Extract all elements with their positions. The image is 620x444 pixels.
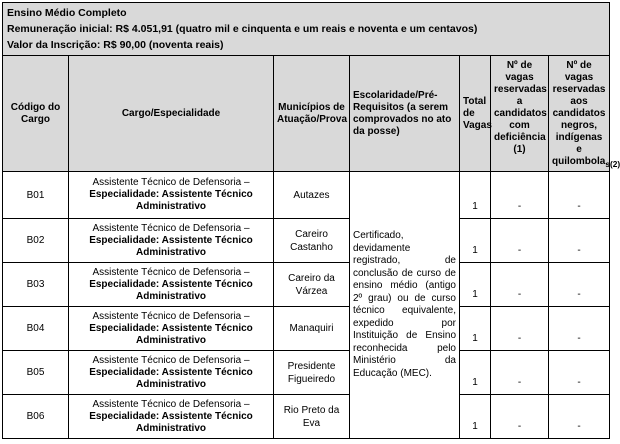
row-pcd: - xyxy=(491,172,549,219)
table-row xyxy=(3,263,610,307)
header-pcd: Nº de vagas reservadas a candidatos com deficiência (1) xyxy=(491,56,549,172)
header-negros-text: Nº de vagas reservadas aos candidatos negros, indígenas e quilombola xyxy=(552,60,606,167)
cargo-title: Assistente Técnico de Defensoria – xyxy=(92,266,250,278)
cargo-specialty: Especialidade: Assistente Técnico Administrativo xyxy=(89,278,253,302)
row-cargo xyxy=(69,395,274,439)
table-row xyxy=(3,351,610,395)
header-municipios: Municípios de Atuação/Prova xyxy=(274,56,350,172)
row-pcd: - xyxy=(491,351,549,395)
row-pcd: - xyxy=(491,263,549,307)
cargo-title: Assistente Técnico de Defensoria – xyxy=(92,177,250,188)
row-negros: - xyxy=(549,307,610,351)
row-cargo xyxy=(69,219,274,263)
table-row xyxy=(3,172,610,219)
salary-info: Remuneração inicial: R$ 4.051,91 (quatro mil e cinquenta e um reais e noventa e um centavos) xyxy=(7,23,478,35)
cargo-title: Assistente Técnico de Defensoria – xyxy=(92,310,250,322)
vacancy-table xyxy=(2,2,620,439)
cargo-specialty: Especialidade: Assistente Técnico Administrativo xyxy=(89,322,253,346)
row-code: B06 xyxy=(3,395,69,439)
row-negros: - xyxy=(549,219,610,263)
row-code: B05 xyxy=(3,351,69,395)
row-municipio: Autazes xyxy=(274,172,350,219)
row-negros: - xyxy=(549,351,610,395)
row-pcd: - xyxy=(491,307,549,351)
row-total: 1 xyxy=(460,172,491,219)
row-code: B03 xyxy=(3,263,69,307)
row-negros: - xyxy=(549,172,610,219)
row-cargo xyxy=(69,263,274,307)
cargo-specialty: Especialidade: Assistente Técnico Administrativo xyxy=(89,189,253,212)
header-negros-suffix: s(2) xyxy=(605,159,620,169)
row-municipio: Rio Preto da Eva xyxy=(274,395,350,439)
row-total: 1 xyxy=(460,395,491,439)
education-level: Ensino Médio Completo xyxy=(7,7,127,19)
registration-fee: Valor da Inscrição: R$ 90,00 (noventa reais) xyxy=(7,39,224,51)
table-banner xyxy=(3,3,610,56)
row-code: B01 xyxy=(3,172,69,219)
row-cargo xyxy=(69,307,274,351)
cargo-title: Assistente Técnico de Defensoria – xyxy=(92,354,250,366)
row-total: 1 xyxy=(460,307,491,351)
header-cargo: Cargo/Especialidade xyxy=(69,56,274,172)
escolaridade-cell: Certificado, devidamente registrado, de conclusão de curso de ensino médio (antigo 2º grau) ou de curso técnico equivalente, expedido por Instituição de Ensino reconhecida pelo Ministério da Educação (MEC). xyxy=(350,172,460,439)
header-total: Total de Vagas xyxy=(460,56,491,172)
row-municipio: Careiro Castanho xyxy=(274,219,350,263)
cargo-specialty: Especialidade: Assistente Técnico Administrativo xyxy=(89,410,253,434)
cargo-specialty: Especialidade: Assistente Técnico Administrativo xyxy=(89,234,253,258)
cargo-specialty: Especialidade: Assistente Técnico Administrativo xyxy=(89,366,253,390)
row-negros: - xyxy=(549,395,610,439)
row-municipio: Presidente Figueiredo xyxy=(274,351,350,395)
header-code: Código do Cargo xyxy=(3,56,69,172)
row-negros: - xyxy=(549,263,610,307)
cargo-title: Assistente Técnico de Defensoria – xyxy=(92,398,250,410)
row-municipio: Careiro da Várzea xyxy=(274,263,350,307)
row-municipio: Manaquiri xyxy=(274,307,350,351)
row-total: 1 xyxy=(460,351,491,395)
row-pcd: - xyxy=(491,395,549,439)
row-cargo xyxy=(69,172,274,219)
row-code: B02 xyxy=(3,219,69,263)
table-row xyxy=(3,395,610,439)
row-total: 1 xyxy=(460,263,491,307)
table-row xyxy=(3,219,610,263)
header-row xyxy=(3,56,610,172)
vacancy-table-container xyxy=(2,2,620,444)
cargo-title: Assistente Técnico de Defensoria – xyxy=(92,222,250,234)
table-row xyxy=(3,307,610,351)
row-pcd: - xyxy=(491,219,549,263)
row-cargo xyxy=(69,351,274,395)
row-total: 1 xyxy=(460,219,491,263)
header-escolaridade: Escolaridade/Pré-Requisitos (a serem comprovados no ato da posse) xyxy=(350,56,460,172)
row-code: B04 xyxy=(3,307,69,351)
header-negros xyxy=(549,56,620,172)
